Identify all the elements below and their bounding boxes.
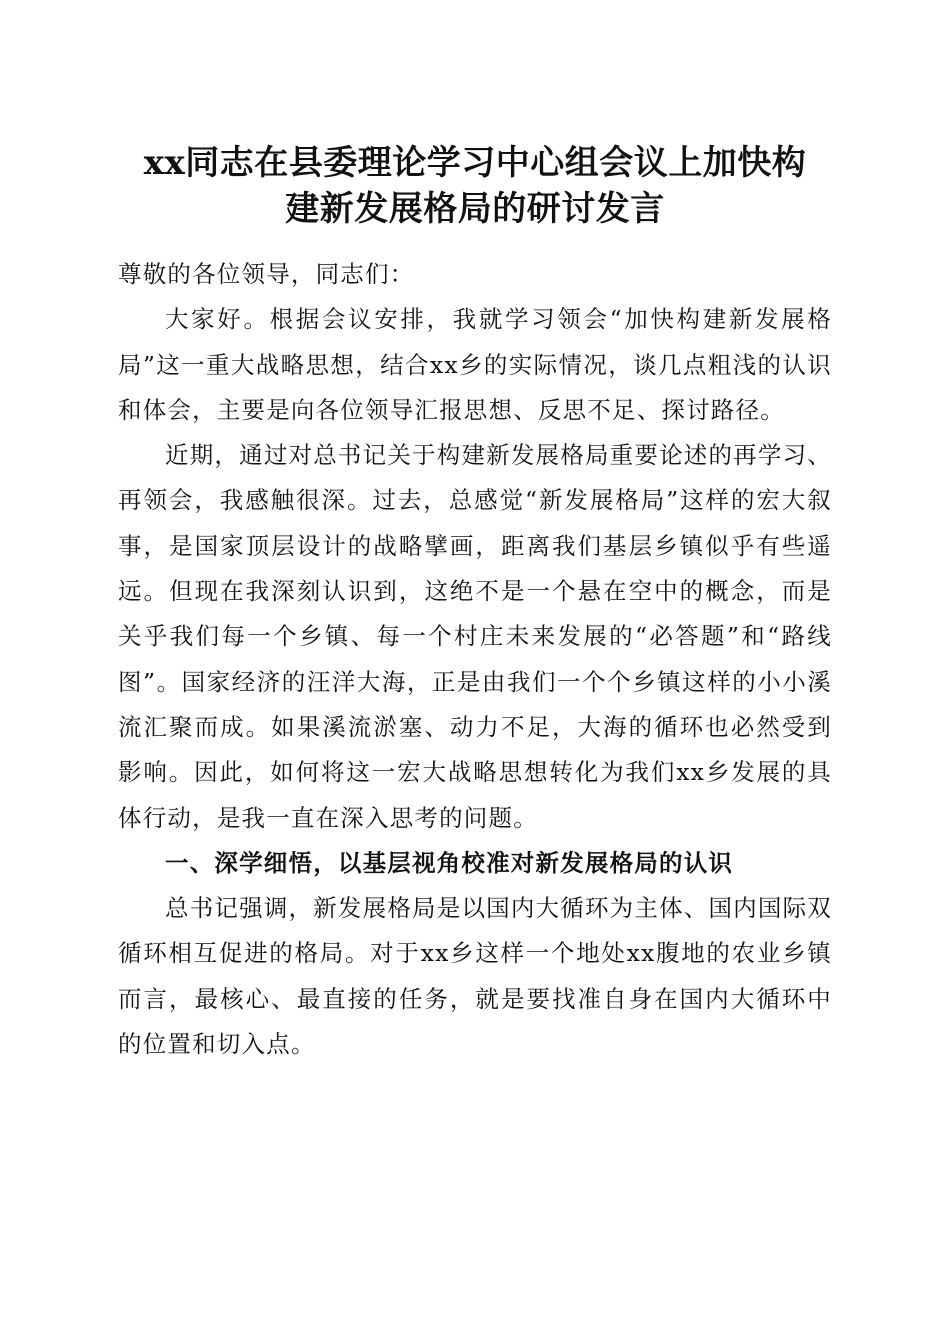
paragraph-reflection: 近期，通过对总书记关于构建新发展格局重要论述的再学习、再领会，我感触很深。过去，总感觉“新发展格局”这样的宏大叙事，是国家顶层设计的战略擘画，距离我们基层乡镇似乎有些遥远。但现在我深刻认识到，这绝不是一个悬在空中的概念，而是关乎我们每一个乡镇、每一个村庄未来发展的“必答题”和“路线图”。国家经济的汪洋大海，正是由我们一个个乡镇这样的小小溪流汇聚而成。如果溪流淤塞、动力不足，大海的循环也必然受到影响。因此，如何将这一宏大战略思想转化为我们xx乡发展的具体行动，是我一直在深入思考的问题。 [118,441,832,832]
document-title [118,140,832,232]
salutation: 尊敬的各位领导，同志们： [118,260,415,288]
document-body [118,252,832,1067]
title-line-1: xx同志在县委理论学习中心组会议上加快构 [143,143,807,183]
title-line-2: 建新发展格局的研讨发言 [285,189,665,229]
paragraph-greeting: 大家好。根据会议安排，我就学习领会“加快构建新发展格局”这一重大战略思想，结合xx乡的实际情况，谈几点粗浅的认识和体会，主要是向各位领导汇报思想、反思不足、探讨路径。 [118,305,832,424]
section-paragraph: 总书记强调，新发展格局是以国内大循环为主体、国内国际双循环相互促进的格局。对于xx乡这样一个地处xx腹地的农业乡镇而言，最核心、最直接的任务，就是要找准自身在国内大循环中的位置和切入点。 [118,894,832,1059]
section-heading: 一、深学细悟，以基层视角校准对新发展格局的认识 [165,848,734,877]
